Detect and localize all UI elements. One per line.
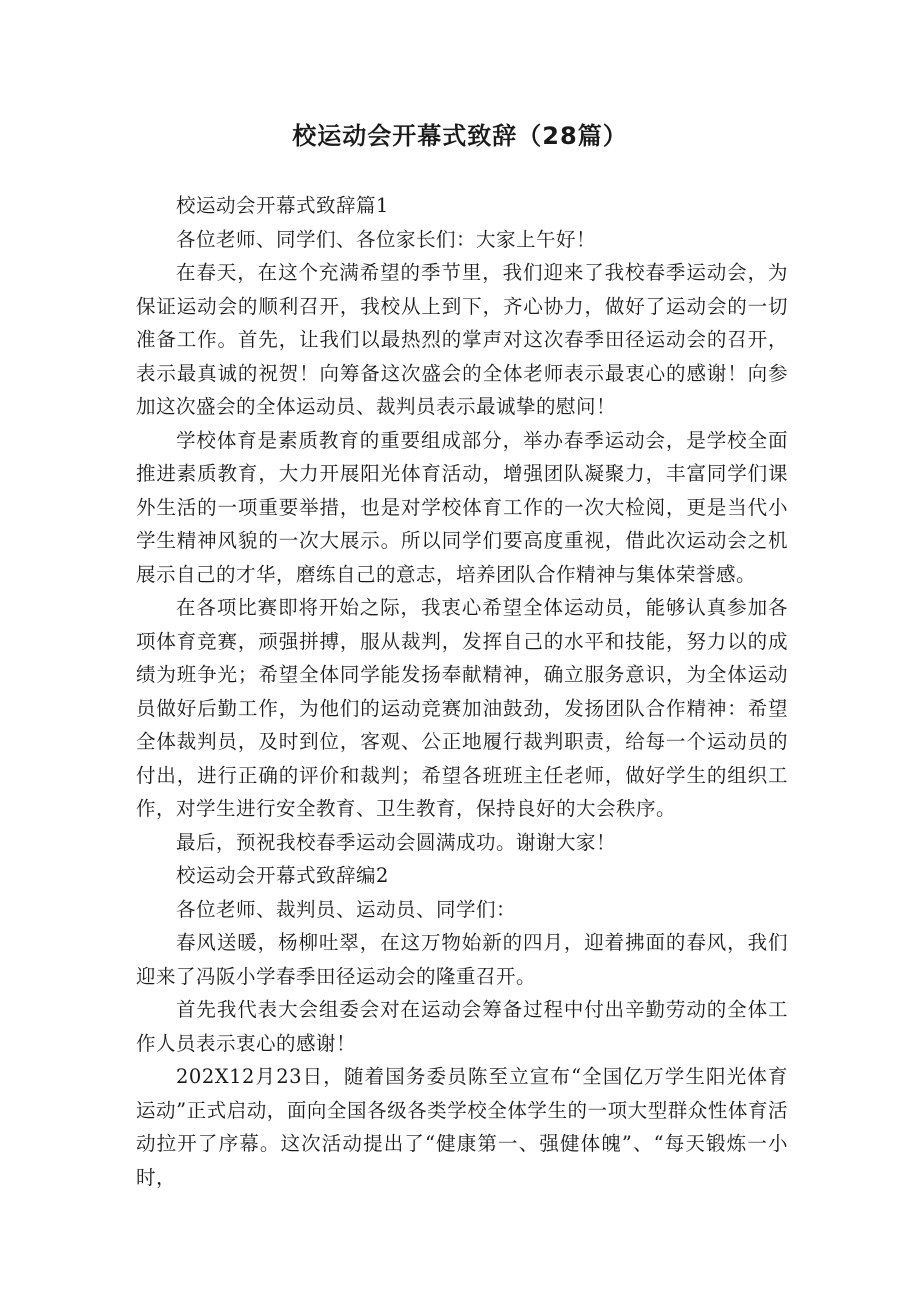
document-title: 校运动会开幕式致辞（28篇） [292,122,628,150]
paragraph: 首先我代表大会组委会对在运动会筹备过程中付出辛勤劳动的全体工作人员表示衷心的感谢！ [136,998,788,1055]
paragraph: 在春天，在这个充满希望的季节里，我们迎来了我校春季运动会，为保证运动会的顺利召开，我校从上到下，齐心协力，做好了运动会的一切准备工作。首先，让我们以最热烈的掌声对这次春季田径运动会的召开，表示最真诚的祝贺！向筹备这次盛会的全体老师表示最衷心的感谢！向参加这次盛会的全体运动员、裁判员表示最诚挚的慰问！ [136,261,788,418]
closing-line: 最后，预祝我校春季运动会圆满成功。谢谢大家！ [176,830,617,854]
salutation-1: 各位老师、同学们、各位家长们：大家上午好！ [176,227,597,251]
paragraph: 202X12月23日，随着国务委员陈至立宣布“全国亿万学生阳光体育运动”正式启动，面向全国各级各类学校全体学生的一项大型群众性体育活动拉开了序幕。这次活动提出了“健康第一、强健体魄”、“每天锻炼一小时， [136,1065,788,1189]
section-heading-1: 校运动会开幕式致辞篇1 [176,194,389,217]
paragraph: 春风送暖，杨柳吐翠，在这万物始新的四月，迎着拂面的春风，我们迎来了冯阪小学春季田径运动会的隆重召开。 [136,931,788,988]
section-heading-2: 校运动会开幕式致辞编2 [176,864,389,887]
paragraph: 在各项比赛即将开始之际，我衷心希望全体运动员，能够认真参加各项体育竞赛，顽强拼搏，服从裁判，发挥自己的水平和技能，努力以的成绩为班争光；希望全体同学能发扬奉献精神，确立服务意识，为全体运动员做好后勤工作，为他们的运动竞赛加油鼓劲，发扬团队合作精神：希望全体裁判员，及时到位，客观、公正地履行裁判职责，给每一个运动员的付出，进行正确的评价和裁判；希望各班班主任老师，做好学生的组织工作，对学生进行安全教育、卫生教育，保持良好的大会秩序。 [136,596,788,820]
paragraph: 学校体育是素质教育的重要组成部分，举办春季运动会，是学校全面推进素质教育，大力开展阳光体育活动，增强团队凝聚力，丰富同学们课外生活的一项重要举措，也是对学校体育工作的一次大检阅，更是当代小学生精神风貌的一次大展示。所以同学们要高度重视，借此次运动会之机展示自己的才华，磨练自己的意志，培养团队合作精神与集体荣誉感。 [136,428,788,586]
document-body [136,189,788,1194]
salutation-2: 各位老师、裁判员、运动员、同学们： [176,897,517,921]
